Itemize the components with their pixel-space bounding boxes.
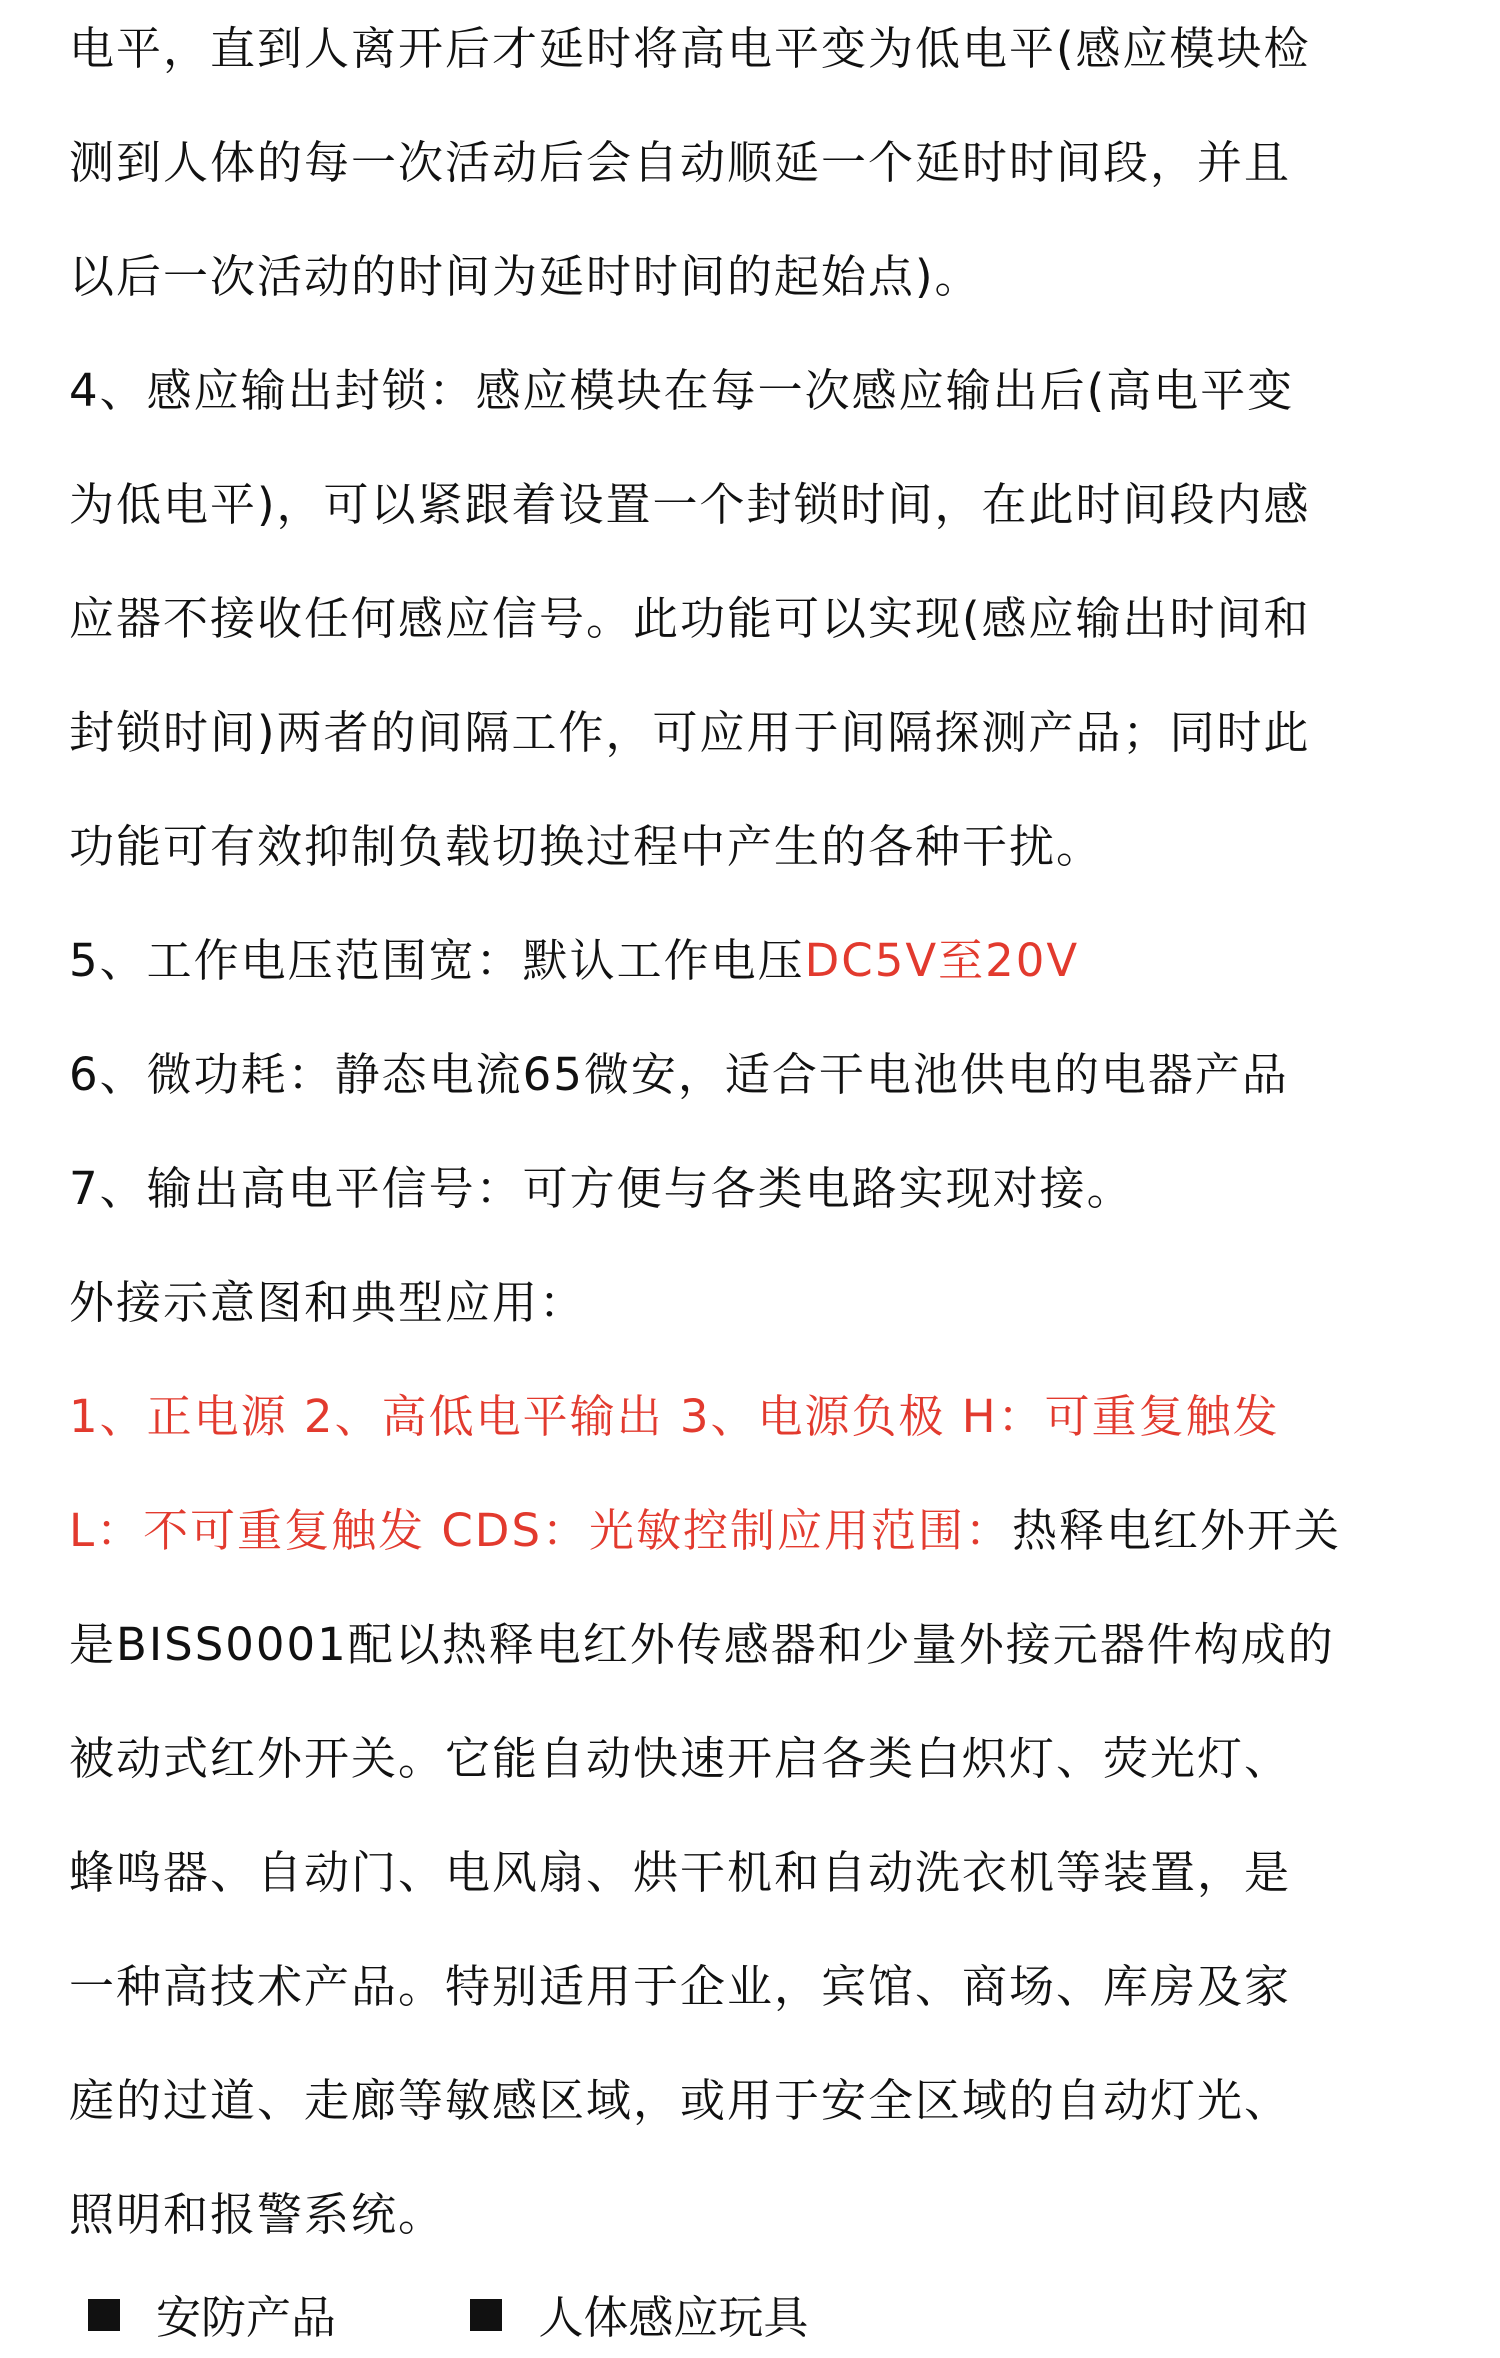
- text-line: 测到人体的每一次活动后会自动顺延一个延时时间段，并且: [69, 136, 1292, 189]
- section-heading: 外接示意图和典型应用：: [69, 1276, 587, 1329]
- bullet-item: [88, 2278, 336, 2358]
- application-start: 热释电红外开关: [1012, 1504, 1342, 1557]
- bullet-label: 安防产品: [156, 2291, 337, 2344]
- square-bullet-icon: [88, 2299, 120, 2331]
- pin-description: 1、正电源 2、高低电平输出 3、电源负极 H：可重复触发: [69, 1390, 1280, 1443]
- pin-description-red: L：不可重复触发 CDS：光敏控制应用范围：: [69, 1504, 1013, 1557]
- voltage-label: 5、工作电压范围宽：默认工作电压: [69, 934, 805, 987]
- text-line: 一种高技术产品。特别适用于企业，宾馆、商场、库房及家: [69, 1960, 1292, 2013]
- text-line: 是BISS0001配以热释电红外传感器和少量外接元器件构成的: [69, 1618, 1335, 1671]
- text-line: 功能可有效抑制负载切换过程中产生的各种干扰。: [69, 820, 1104, 873]
- text-line: 以后一次活动的时间为延时时间的起始点)。: [69, 250, 982, 303]
- power-item: 6、微功耗：静态电流65微安，适合干电池供电的电器产品: [69, 1048, 1289, 1101]
- text-line: 照明和报警系统。: [69, 2188, 446, 2241]
- text-line: 被动式红外开关。它能自动快速开启各类白炽灯、荧光灯、: [69, 1732, 1292, 1785]
- pin-description-continued: [69, 1496, 1469, 1566]
- bullet-list: [88, 2278, 928, 2358]
- voltage-value: DC5V至20V: [804, 934, 1080, 987]
- square-bullet-icon: [470, 2299, 502, 2331]
- text-line: 封锁时间)两者的间隔工作，可应用于间隔探测产品；同时此: [69, 706, 1311, 759]
- text-line: 4、感应输出封锁：感应模块在每一次感应输出后(高电平变: [69, 364, 1295, 417]
- voltage-range-item: [69, 926, 1469, 996]
- text-line: 应器不接收任何感应信号。此功能可以实现(感应输出时间和: [69, 592, 1311, 645]
- text-line: 蜂鸣器、自动门、电风扇、烘干机和自动洗衣机等装置，是: [69, 1846, 1292, 1899]
- text-line: 庭的过道、走廊等敏感区域，或用于安全区域的自动灯光、: [69, 2074, 1292, 2127]
- text-line: 为低电平)，可以紧跟着设置一个封锁时间，在此时间段内感: [69, 478, 1311, 531]
- text-line: 电平，直到人离开后才延时将高电平变为低电平(感应模块检: [69, 22, 1311, 75]
- bullet-item: [470, 2278, 808, 2358]
- bullet-label: 人体感应玩具: [538, 2291, 809, 2344]
- output-item: 7、输出高电平信号：可方便与各类电路实现对接。: [69, 1162, 1134, 1215]
